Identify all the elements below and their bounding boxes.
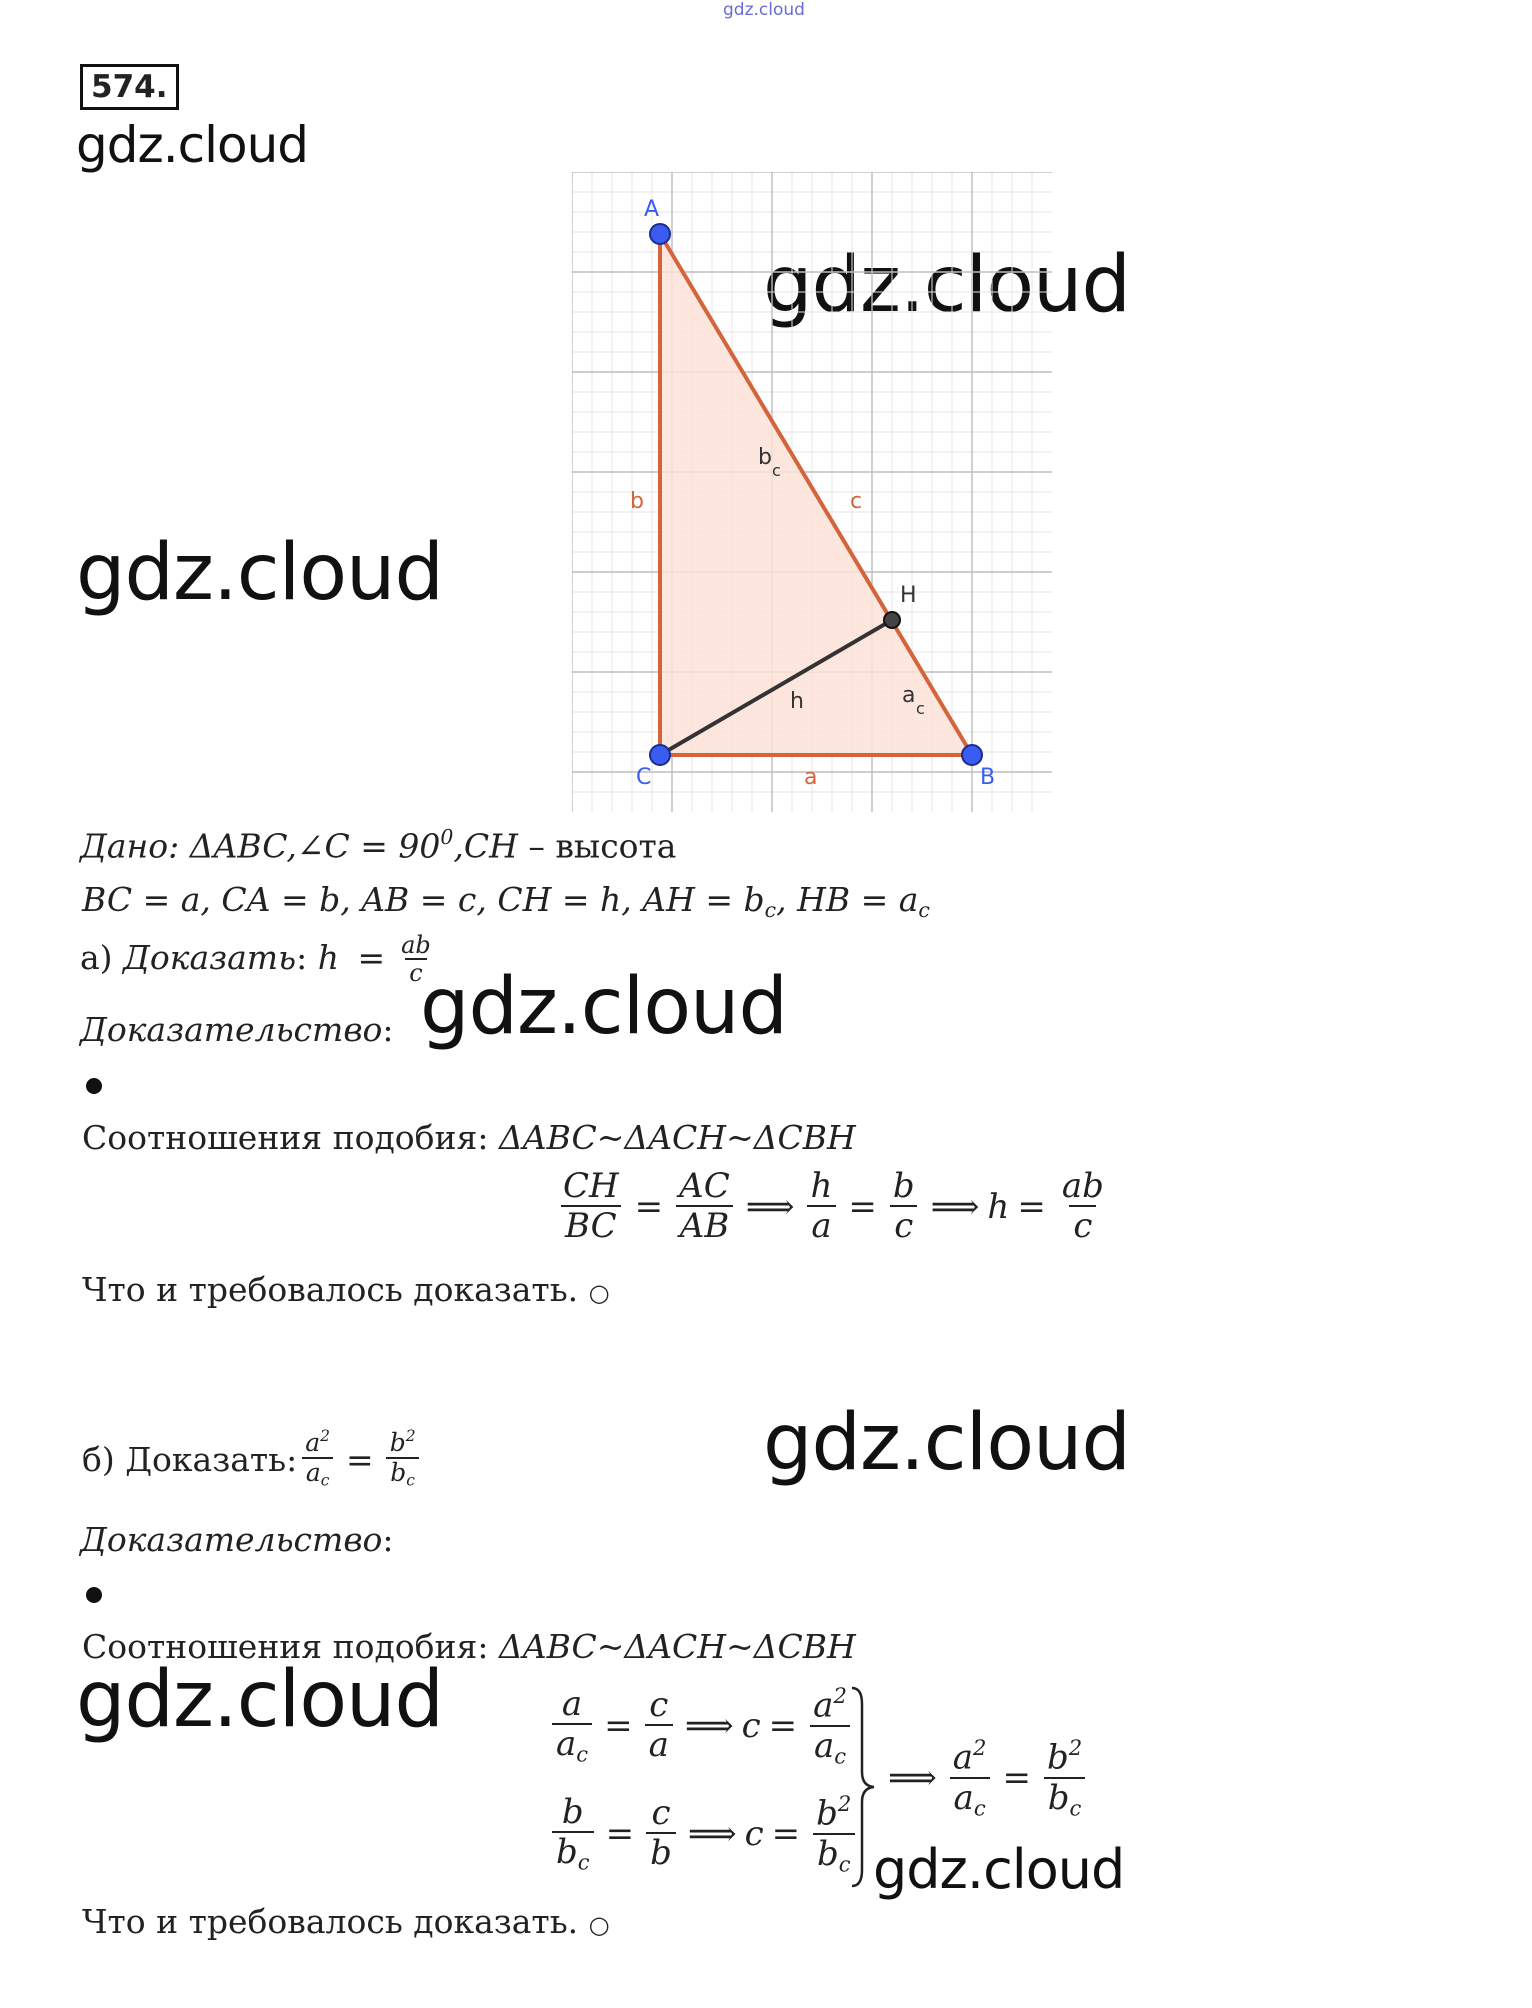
sub-c: c [576, 1741, 589, 1767]
part-a-conclusion-text: Что и требовалось доказать. [82, 1270, 589, 1309]
part-b-similarity [82, 1627, 856, 1666]
part-a-prove: Доказать [123, 937, 297, 977]
part-b-prefix: б) Доказать: [82, 1439, 298, 1479]
point-c [650, 745, 670, 765]
equals-sign: = [346, 1439, 374, 1479]
frac-den: AB [676, 1205, 734, 1246]
sq: 2 [320, 1427, 331, 1445]
watermark-1: gdz.cloud [76, 116, 309, 174]
label-side-c: c [850, 489, 863, 514]
implies-sign: ⟹ [745, 1187, 795, 1228]
part-a-prefix: а) [80, 937, 124, 977]
frac-c-a [645, 1687, 673, 1765]
frac-num: CH [563, 1166, 619, 1206]
frac-den: a [645, 1724, 673, 1765]
frac-num: h [810, 1166, 833, 1206]
frac-num: c [651, 1793, 671, 1834]
frac-a-ac [552, 1683, 592, 1767]
frac-den [810, 1725, 850, 1769]
frac-den [302, 1457, 334, 1490]
frac-den: b [646, 1832, 676, 1873]
frac-num: c [649, 1685, 669, 1726]
sub-c: c [834, 1743, 847, 1769]
label-b-vertex: B [980, 765, 996, 790]
part-b-similarity-math: ΔABC~ΔACH~ΔCBH [498, 1627, 856, 1666]
part-a-conclusion [82, 1270, 610, 1309]
part-a-derivation [555, 1168, 1112, 1246]
implies-sign: ⟹ [930, 1187, 980, 1228]
frac-den [552, 1723, 592, 1767]
given-label: Дано [80, 826, 169, 866]
equals-sign: = [605, 1814, 635, 1855]
var-b: b [1046, 1737, 1069, 1778]
frac-den: BC [561, 1205, 621, 1246]
problem-number-text: 574. [91, 69, 168, 105]
part-b-proof-heading [80, 1520, 394, 1559]
equals-sign: = [768, 1706, 798, 1747]
part-a-frac-ab-c [1058, 1168, 1108, 1246]
frac-den: a [807, 1205, 835, 1246]
part-a-num: ab [401, 931, 431, 959]
frac-den [1044, 1777, 1086, 1821]
watermark-5: gdz.cloud [763, 1398, 1130, 1488]
given-math-1: : ΔABC,∠C = 90 [168, 826, 441, 866]
frac-den [552, 1831, 594, 1875]
header-site[interactable]: gdz.cloud [723, 0, 805, 20]
part-b-statement [82, 1428, 424, 1490]
var-a: a [813, 1726, 835, 1767]
frac-a2-ac-result [949, 1736, 991, 1821]
label-bc: b [758, 445, 772, 470]
frac-b2-bc-result [1043, 1736, 1086, 1821]
var-b: b [389, 1428, 406, 1458]
given-math-1-tail: ,CH [453, 826, 518, 866]
part-a-statement [80, 932, 439, 988]
part-a-colon: : [296, 937, 308, 977]
point-b [962, 745, 982, 765]
implies-sign: ⟹ [687, 1814, 737, 1855]
sub-c: c [577, 1849, 590, 1875]
part-a-proof-colon: : [382, 1010, 394, 1049]
frac-num [809, 1684, 851, 1725]
watermark-4: gdz.cloud [420, 962, 787, 1052]
frac-b-bc [552, 1791, 594, 1875]
part-a-frac-ac-ab [675, 1168, 734, 1246]
frac-den: c [1069, 1205, 1096, 1246]
part-b-bullet [86, 1587, 102, 1603]
part-a-frac-ch-bc [559, 1168, 623, 1246]
frac-den [386, 1457, 419, 1490]
part-b-proof-colon: : [382, 1520, 394, 1559]
given-line-2 [82, 880, 930, 922]
given-line-2-mid: , HB = a [776, 880, 919, 919]
frac-den [950, 1777, 990, 1821]
part-b-frac-right [386, 1428, 420, 1490]
var-b: b [1047, 1778, 1070, 1819]
sub-c: c [320, 1471, 330, 1490]
part-a-proof-word: Доказательство [80, 1010, 383, 1049]
label-ac: a [902, 683, 916, 708]
given-word: – высота [517, 826, 677, 866]
sq: 2 [833, 1683, 847, 1708]
result-h: h [987, 1187, 1010, 1228]
var-a: a [952, 1737, 974, 1778]
var-c: c [744, 1814, 764, 1855]
equals-sign: = [771, 1814, 801, 1855]
watermark-3: gdz.cloud [76, 528, 443, 618]
label-h-vertex: H [900, 583, 917, 608]
sub-c: c [973, 1795, 986, 1821]
given-line-2-text: BC = a, CA = b, AB = c, CH = h, AH = b [82, 880, 765, 919]
implies-sign: ⟹ [684, 1706, 734, 1747]
sub-c: c [1069, 1795, 1082, 1821]
frac-num: ab [1061, 1166, 1104, 1206]
label-altitude-h: h [790, 689, 804, 714]
sq: 2 [405, 1427, 416, 1445]
equals-sign: = [634, 1187, 664, 1228]
point-a [650, 224, 670, 244]
part-b-row-1 [548, 1684, 855, 1769]
frac-c-b [646, 1795, 676, 1873]
sub-c: c [838, 1851, 851, 1877]
triangle-figure [572, 172, 1052, 812]
part-a-eq: = [357, 937, 386, 977]
frac-num [301, 1428, 334, 1457]
var-a: a [813, 1685, 834, 1726]
sq: 2 [973, 1735, 987, 1760]
part-a-frac-b-c [889, 1168, 919, 1246]
part-a-similarity-math: ΔABC~ΔACH~ΔCBH [498, 1118, 856, 1157]
var-a: a [305, 1428, 321, 1458]
problem-number [80, 64, 179, 110]
label-bc-sub: c [772, 461, 781, 480]
var-a: a [953, 1778, 974, 1819]
frac-num [1043, 1736, 1086, 1777]
part-b-conclusion [82, 1902, 610, 1941]
sq: 2 [1068, 1735, 1083, 1760]
part-b-proof-word: Доказательство [80, 1520, 383, 1559]
watermark-7: gdz.cloud [873, 1838, 1125, 1901]
point-h [884, 612, 900, 628]
part-a-den: c [405, 958, 426, 988]
part-a-bullet [86, 1078, 102, 1094]
part-b-similarity-text: Соотношения подобия: [82, 1627, 499, 1666]
part-a-h: h [317, 937, 339, 977]
label-side-b: b [630, 489, 644, 514]
frac-num: b [561, 1791, 584, 1832]
given-sub-2: c [918, 898, 930, 923]
var-c: c [741, 1706, 761, 1747]
frac-num: AC [679, 1166, 730, 1206]
part-a-similarity [82, 1118, 856, 1157]
given-line-1 [80, 825, 676, 865]
label-c-vertex: C [636, 765, 652, 790]
var-b: b [816, 1834, 839, 1875]
frac-den: c [890, 1205, 917, 1246]
frac-a2-ac [809, 1684, 851, 1769]
var-b: b [556, 1832, 578, 1873]
part-b-qed: ○ [588, 1911, 610, 1939]
part-b-conclusion-text: Что и требовалось доказать. [82, 1902, 589, 1941]
given-degree: 0 [440, 825, 454, 849]
part-a-frac-h-a [807, 1168, 837, 1246]
implies-sign: ⟹ [888, 1758, 937, 1799]
var-b: b [816, 1793, 838, 1834]
equals-sign: = [1002, 1758, 1031, 1799]
equals-sign: = [604, 1706, 633, 1747]
watermark-6: gdz.cloud [76, 1655, 443, 1745]
sq: 2 [837, 1791, 852, 1816]
var-a: a [305, 1457, 321, 1487]
part-a-proof-heading [80, 1010, 394, 1049]
part-b-row-2 [548, 1792, 859, 1877]
system-brace-icon [848, 1684, 878, 1890]
frac-num: b [892, 1166, 915, 1206]
part-b-frac-left [301, 1428, 334, 1490]
frac-num [386, 1428, 420, 1457]
label-a-vertex: A [644, 197, 660, 222]
frac-num [949, 1736, 991, 1777]
watermark-2: gdz.cloud [763, 240, 1130, 330]
label-side-a: a [804, 765, 818, 790]
part-a-qed: ○ [588, 1279, 610, 1307]
var-a: a [556, 1724, 577, 1765]
var-b: b [390, 1457, 407, 1487]
part-a-fraction [397, 932, 435, 988]
sub-c: c [406, 1471, 415, 1490]
equals-sign: = [848, 1187, 877, 1228]
part-a-similarity-text: Соотношения подобия: [82, 1118, 499, 1157]
part-b-result [880, 1736, 1090, 1821]
label-ac-sub: c [916, 699, 925, 718]
equals-sign: = [1017, 1187, 1046, 1228]
frac-num: a [561, 1683, 583, 1724]
given-sub-1: c [764, 898, 777, 923]
